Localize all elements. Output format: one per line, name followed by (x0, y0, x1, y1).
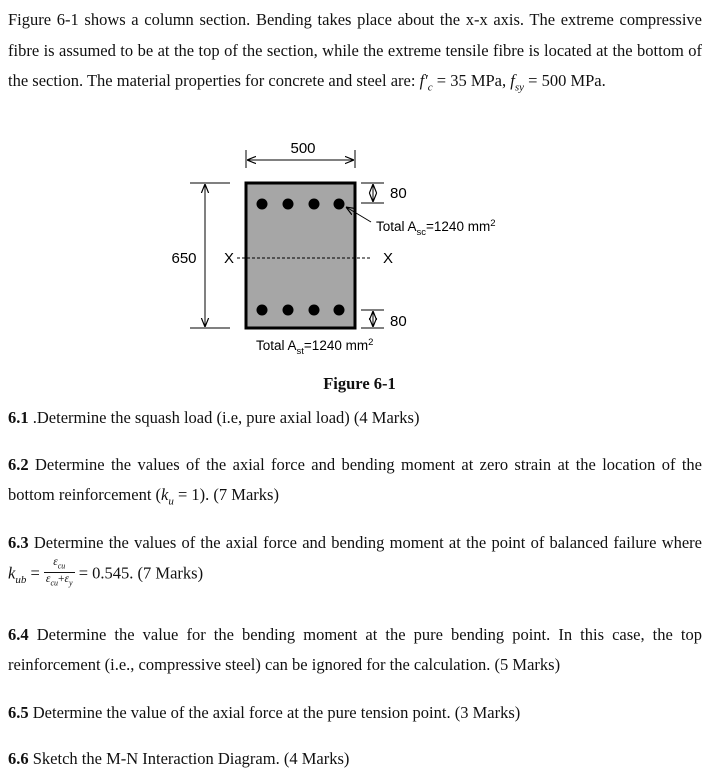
question-text-end: = 0.545. (7 Marks) (74, 563, 204, 583)
fc-symbol: f′ (419, 71, 428, 90)
question-text: Determine the values of the axial force and bending moment at the point of balanced failure where (28, 533, 702, 552)
question-number: 6.2 (8, 455, 29, 474)
question-6-3 (8, 528, 702, 592)
strain-fraction (44, 556, 75, 590)
question-text: Determine the value of the axial force at the pure tension point. (3 Marks) (28, 703, 521, 722)
question-text: Determine the values of the axial force and bending moment at zero strain at the location of the bottom reinforcement ( (8, 455, 702, 504)
axis-label-left: X (223, 250, 235, 267)
question-6-6 (8, 744, 708, 774)
fsy-symbol: f (510, 71, 515, 90)
top-bar (283, 199, 294, 210)
fsy-value: = 500 MPa. (524, 71, 606, 90)
axis-label-right: X (382, 250, 394, 267)
question-text: Sketch the M-N Interaction Diagram. (4 Marks) (28, 749, 350, 768)
denominator-sub-a: cu (50, 578, 58, 588)
top-bar (257, 199, 268, 210)
fc-subscript: c (427, 81, 433, 94)
top-bar (334, 199, 345, 210)
k-subscript: u (168, 495, 174, 508)
question-number: 6.4 (8, 625, 29, 644)
bottom-bar (309, 305, 320, 316)
ast-label: Total $A_{st}=1240$ $mm^2$ (256, 337, 374, 357)
question-text: Determine the value for the bending moment at the pure bending point. In this case, the top reinforcement (i.e., compressive steel) can be ignored for the calculation. (5 Marks) (8, 625, 702, 674)
numerator-sub: cu (57, 561, 66, 571)
figure-caption: Figure 6-1 (323, 374, 396, 393)
question-number: 6.3 (8, 533, 29, 552)
question-number: 6.5 (8, 703, 29, 722)
bottom-cover-label: 80 (390, 313, 407, 330)
asc-label: Total $A_{sc}=1240$ $mm^2$ (376, 218, 496, 238)
denominator-plus: + (58, 573, 65, 586)
question-6-1 (8, 403, 708, 433)
bottom-bar (257, 305, 268, 316)
question-6-2 (8, 450, 702, 510)
k-symbol: k (8, 563, 16, 583)
fc-value: = 35 MPa, (432, 71, 511, 90)
intro-paragraph (8, 5, 702, 97)
top-cover-label: 80 (390, 185, 407, 202)
question-number: 6.1 (8, 408, 29, 427)
k-symbol: k (161, 485, 169, 504)
width-label: 500 (290, 140, 316, 157)
denominator-epsilon-a: ε (45, 573, 51, 586)
top-bar (309, 199, 320, 210)
denominator-sub-b: y (69, 578, 73, 588)
question-6-5 (8, 698, 708, 728)
intro-text: Figure 6-1 shows a column section. Bending takes place about the x-x axis. The extreme compressive fibre is assumed to be at the top of the section, while the extreme tensile fibre is located at the bottom of the section. The material properties for concrete and steel are: (8, 10, 702, 90)
fsy-subscript: sy (514, 81, 525, 94)
equals: = (26, 563, 44, 583)
denominator-epsilon-b: ε (64, 573, 70, 586)
numerator-epsilon: ε (53, 556, 58, 568)
bottom-bar (283, 305, 294, 316)
height-label: 650 (171, 250, 197, 267)
column-section-figure (0, 130, 719, 370)
k-subscript: ub (15, 573, 27, 586)
question-number: 6.6 (8, 749, 29, 768)
question-6-4 (8, 620, 702, 680)
bottom-bar (334, 305, 345, 316)
question-text: .Determine the squash load (i.e, pure axial load) (4 Marks) (28, 408, 420, 427)
question-text-end: = 1). (7 Marks) (173, 485, 279, 504)
